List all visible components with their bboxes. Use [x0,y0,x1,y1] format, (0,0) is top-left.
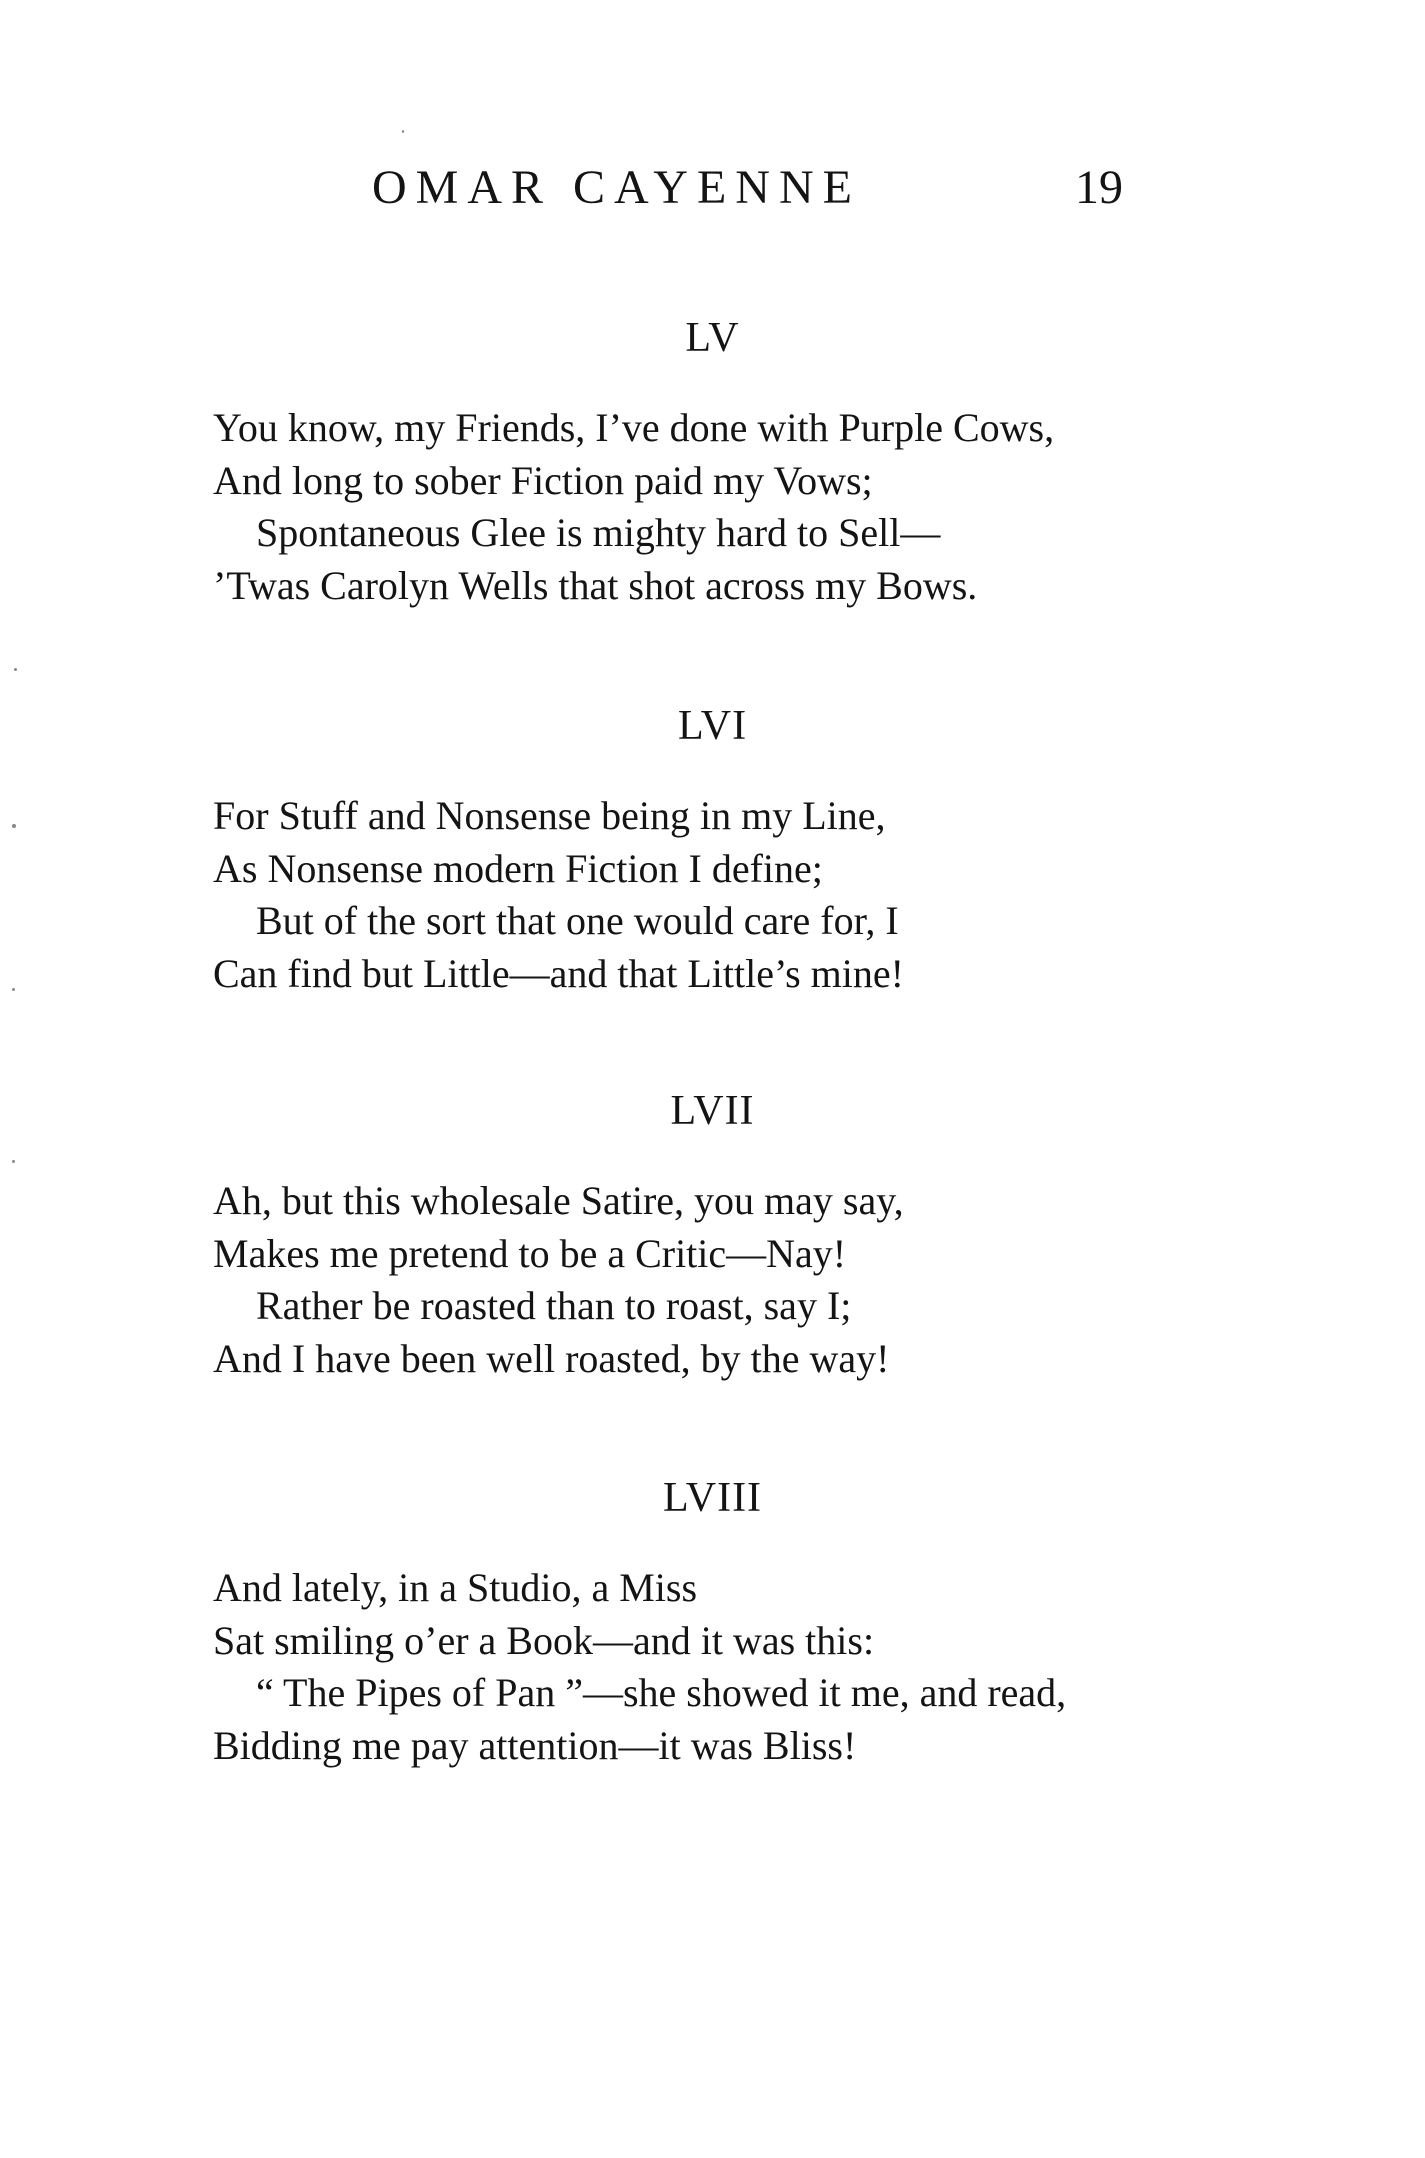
verse-line: ’Twas Carolyn Wells that shot across my Bows. [213,562,978,608]
verse-line: For Stuff and Nonsense being in my Line, [213,793,886,838]
running-head [0,158,1425,218]
stanza-lv [213,312,1213,612]
verse-line: Spontaneous Glee is mighty hard to Sell— [256,510,941,555]
verse-line: As Nonsense modern Fiction I define; [213,845,823,891]
stanza-lvi [213,700,1213,1000]
verse-line: Ah, but this wholesale Satire, you may say, [213,1178,904,1223]
running-title: OMAR CAYENNE [372,161,861,214]
stanza-lviii [213,1472,1213,1772]
verse-line: Sat smiling o’er a Book—and it was this: [213,1617,875,1663]
stanza-numeral: LV [685,315,740,361]
verse-line: But of the sort that one would care for, I [256,898,899,943]
scan-speck [12,988,15,991]
verse-line: Rather be roasted than to roast, say I; [256,1283,852,1328]
verse-line: Can find but Little—and that Little’s mine! [213,950,904,996]
verse-line: And lately, in a Studio, a Miss [213,1565,698,1610]
scan-speck [402,130,404,133]
scan-speck [12,1160,15,1163]
verse-line: And I have been well roasted, by the way! [213,1335,890,1381]
scan-speck [12,824,16,828]
verse-line: “ The Pipes of Pan ”—she showed it me, and read, [256,1670,1067,1715]
verse-line: Bidding me pay attention—it was Bliss! [213,1722,857,1768]
scan-speck [14,668,17,671]
page-number: 19 [1075,161,1123,214]
verse-line: And long to sober Fiction paid my Vows; [213,457,873,503]
stanza-lvii [213,1085,1213,1385]
stanza-numeral: LVIII [662,1475,763,1521]
verse-line: Makes me pretend to be a Critic—Nay! [213,1230,847,1276]
verse-line: You know, my Friends, I’ve done with Purple Cows, [213,405,1055,450]
stanza-numeral: LVII [670,1088,755,1134]
stanza-numeral: LVI [677,703,748,749]
